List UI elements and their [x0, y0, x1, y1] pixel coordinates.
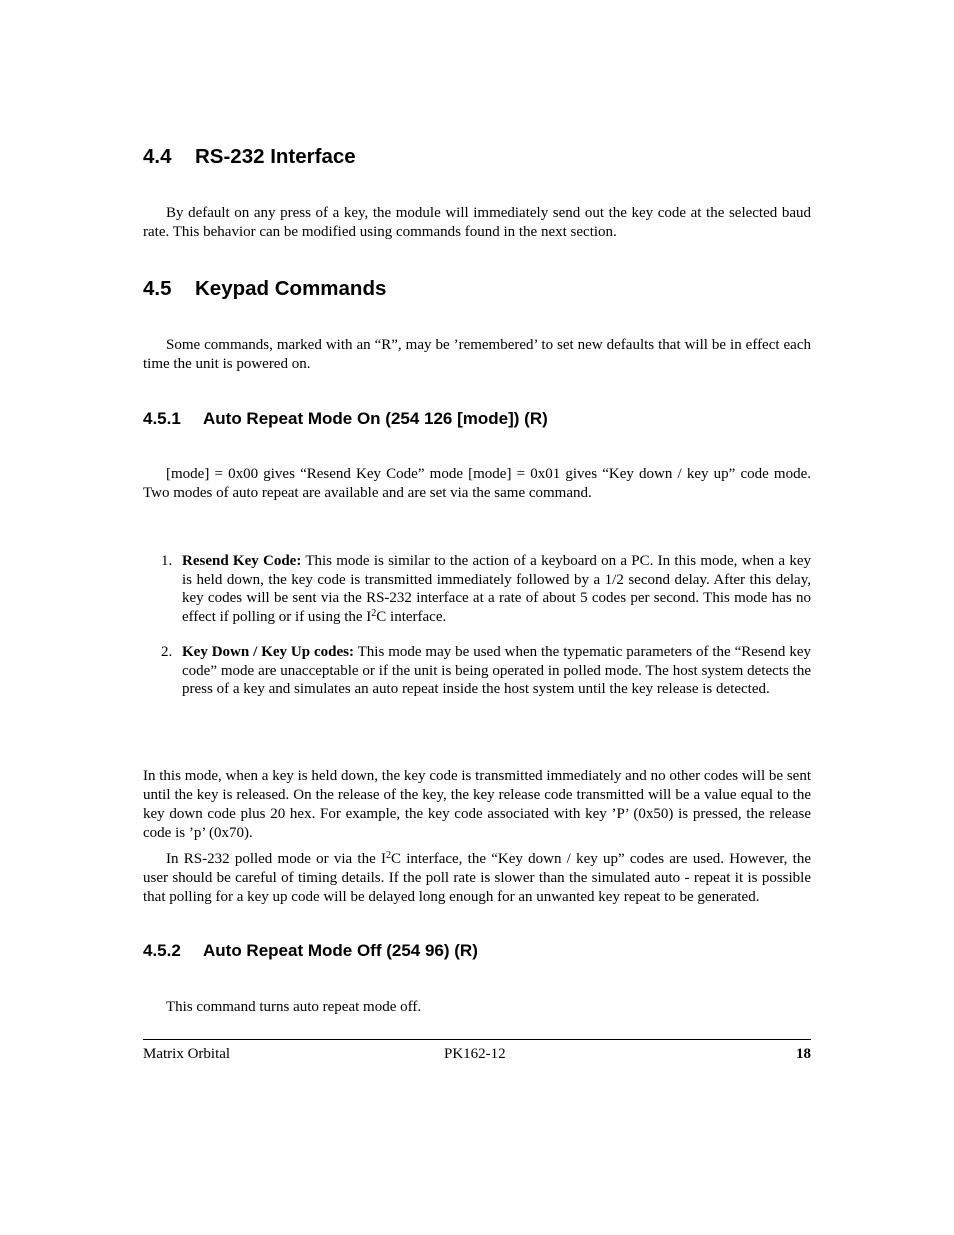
footer-page-number: 18 [796, 1046, 811, 1062]
list-text: This mode is similar to the action of a keyboard on a PC. In this mode, when a key is held down, the key code is transmitted immediately followed by a 1/2 second delay. After this delay, key codes will be sent via the RS-232 interface at a rate of about 5 codes per second. This mode has no effect if polling or if using the I [182, 553, 811, 626]
subsection-title: Auto Repeat Mode Off (254 96) (R) [203, 941, 478, 960]
polled-text: In RS-232 polled mode or via the I [166, 851, 386, 867]
list-marker: 2. [161, 644, 173, 660]
list-item-resend-key-code [161, 552, 811, 627]
superscript: 2 [371, 608, 377, 620]
list-marker: 1. [161, 553, 173, 569]
section-number: 4.5 [143, 277, 172, 300]
section-4-5-1-intro: [mode] = 0x00 gives “Resend Key Code” mode [mode] = 0x01 gives “Key down / key up” code mode. Two modes of auto repeat are available and are set via the same command. [143, 466, 811, 501]
section-title: RS-232 Interface [195, 145, 356, 168]
list-text-end: C interface. [376, 609, 447, 626]
footer-model: PK162-12 [444, 1046, 506, 1062]
subsection-number: 4.5.1 [143, 409, 181, 428]
subsection-heading-4-5-1 [143, 409, 548, 429]
section-heading-4-5 [143, 277, 386, 301]
list-term: Key Down / Key Up codes: [182, 644, 354, 660]
list-text: This mode may be used when the typematic parameters of the “Resend key code” mode are unacceptable or if the unit is being operated in polled mode. The host system detects the press of a key and simulates an auto repeat inside the host system until the key release is detected. [182, 644, 811, 698]
section-heading-4-4 [143, 145, 356, 169]
section-4-5-paragraph: Some commands, marked with an “R”, may be ’remembered’ to set new defaults that will be in effect each time the unit is powered on. [143, 337, 811, 372]
section-4-4-paragraph: By default on any press of a key, the module will immediately send out the key code at the selected baud rate. This behavior can be modified using commands found in the next section. [143, 205, 811, 240]
subsection-number: 4.5.2 [143, 941, 181, 960]
section-4-5-2-paragraph: This command turns auto repeat mode off. [166, 999, 422, 1015]
section-4-5-1-after-list: In this mode, when a key is held down, the key code is transmitted immediately and no other codes will be sent until the key is released. On the release of the key, the key release code transmitted will be a value equal to the key down code plus 20 hex. For example, the key code associated with key ’P’ (0x50) is pressed, the release code is ’p’ (0x70). [143, 768, 811, 841]
subsection-heading-4-5-2 [143, 941, 478, 961]
list-item-key-down-key-up [161, 643, 811, 699]
footer-rule [143, 1039, 811, 1040]
polled-text-end: C interface, the “Key down / key up” codes are used. However, the user should be careful of timing details. If the poll rate is slower than the simulated auto - repeat it is possible that polling for a key up code will be delayed long enough for an unwanted key repeat to be generated. [143, 851, 811, 905]
section-number: 4.4 [143, 145, 172, 168]
footer-company: Matrix Orbital [143, 1046, 231, 1062]
section-4-5-1-polled-mode [143, 850, 811, 907]
superscript: 2 [385, 850, 391, 861]
subsection-title: Auto Repeat Mode On (254 126 [mode]) (R) [203, 409, 548, 428]
list-term: Resend Key Code: [182, 553, 302, 569]
section-title: Keypad Commands [195, 277, 387, 300]
